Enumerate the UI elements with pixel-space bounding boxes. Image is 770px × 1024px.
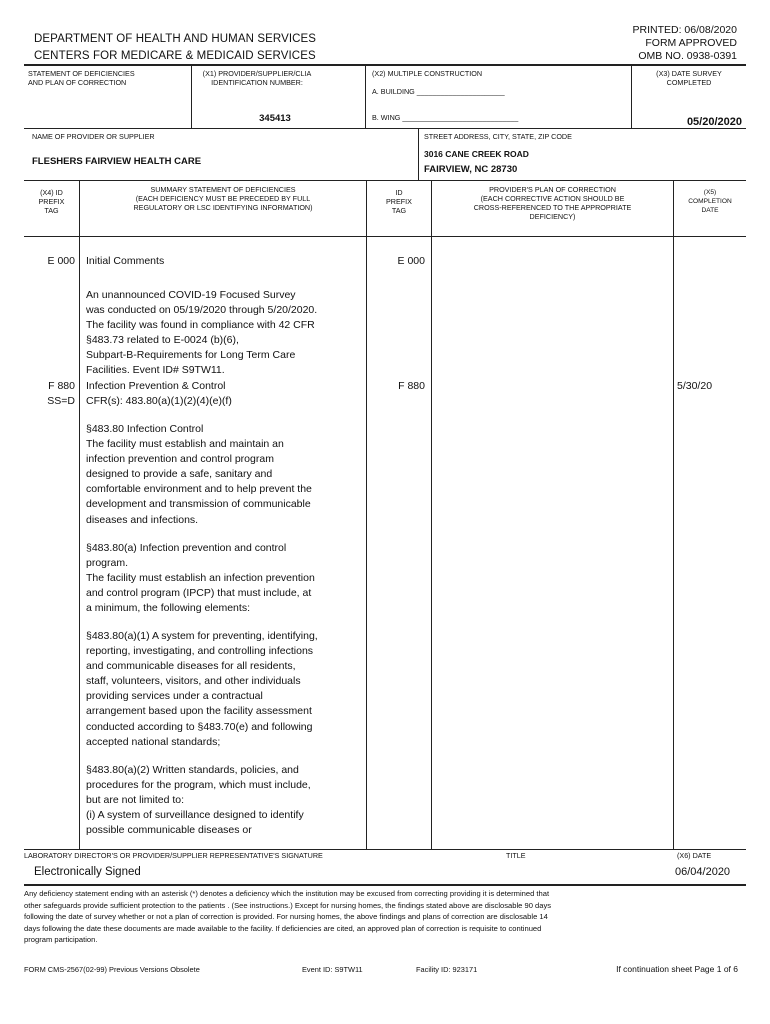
form-approved: FORM APPROVED	[645, 37, 737, 49]
row1-bottom	[24, 128, 746, 129]
colhead-bottom	[24, 236, 746, 237]
wing-line: B. WING _____________________________	[372, 113, 519, 122]
divider	[431, 180, 432, 849]
form-number: FORM CMS-2567(02-99) Previous Versions Obsolete	[24, 965, 200, 974]
paragraph-483-80: §483.80 Infection Control The facility must establish and maintain an infection prevention and control program designed to provide a safe, sanitary and comfortable environment and to help prevent the development and transmission of communicable diseases and infections.	[86, 423, 312, 526]
title-label: TITLE	[506, 851, 526, 860]
x3-value: 05/20/2020	[686, 116, 742, 128]
f880-tag: F 880	[48, 380, 75, 392]
date-label: (X6) DATE	[677, 851, 712, 860]
divider	[24, 884, 746, 886]
statement-label: STATEMENT OF DEFICIENCIES AND PLAN OF CORRECTION	[28, 69, 135, 87]
divider	[79, 180, 80, 849]
address-label: STREET ADDRESS, CITY, STATE, ZIP CODE	[424, 132, 572, 141]
disclaimer-text: Any deficiency statement ending with an asterisk (*) denotes a deficiency which the institution may be excused from correcting providing it is determined that other safeguards provide sufficient protection to the patients . (See instructions.) Except for nursing homes, the findings stated above are disclosable 90 days following the date of survey whether or not a plan of correction is provided. For nursing homes, the above findings and plans of correction are disclosable 14 days following the date these documents are made available to the facility. If deficiencies are cited, an approved plan of correction is requisite to continued program participation.	[24, 889, 552, 944]
page-indicator: If continuation sheet Page 1 of 6	[616, 964, 738, 974]
signature-value: Electronically Signed	[34, 866, 141, 878]
signature-label: LABORATORY DIRECTOR'S OR PROVIDER/SUPPLIER REPRESENTATIVE'S SIGNATURE	[24, 851, 323, 860]
e000-text: An unannounced COVID-19 Focused Survey was conducted on 05/19/2020 through 5/20/2020. The facility was found in compliance with 42 CFR §483.73 related to E-0024 (b)(6), Subpart-B-Requirements for Long Term Care Facilities. Event ID# S9TW11.	[86, 289, 318, 377]
building-line: A. BUILDING ______________________	[372, 87, 505, 96]
omb-number: OMB NO. 0938-0391	[638, 50, 737, 62]
divider	[418, 128, 419, 180]
top-border	[24, 64, 746, 66]
event-id: Event ID: S9TW11	[302, 965, 363, 974]
id-header: ID PREFIX TAG	[386, 188, 412, 215]
x4-header: (X4) ID PREFIX TAG	[38, 188, 65, 215]
f880-completion-date: 5/30/20	[677, 380, 713, 392]
paragraph-483-80a2: §483.80(a)(2) Written standards, policies, and procedures for the program, which must include, but are not limited to: (i) A system of surveillance designed to identify possible communicable diseases or	[86, 764, 311, 837]
divider	[365, 64, 366, 128]
x1-label: (X1) PROVIDER/SUPPLIER/CLIA IDENTIFICATION NUMBER:	[202, 69, 312, 87]
summary-header: SUMMARY STATEMENT OF DEFICIENCIES (EACH DEFICIENCY MUST BE PRECEDED BY FULL REGULATORY OR LSC IDENTIFYING INFORMATION)	[133, 185, 313, 212]
e000-title: Initial Comments	[86, 255, 165, 267]
f880-ss: SS=D	[47, 395, 75, 407]
row2-bottom	[24, 180, 746, 181]
divider	[24, 849, 746, 850]
printed-date: PRINTED: 06/08/2020	[632, 24, 737, 36]
signature-date: 06/04/2020	[675, 866, 731, 878]
x1-value: 345413	[259, 113, 291, 124]
provider-label: NAME OF PROVIDER OR SUPPLIER	[32, 132, 155, 141]
city-value: FAIRVIEW, NC 28730	[424, 164, 518, 175]
facility-id: Facility ID: 923171	[416, 965, 478, 974]
divider	[366, 180, 367, 849]
centers-title: CENTERS FOR MEDICARE & MEDICAID SERVICES	[34, 50, 316, 62]
e000-prefix: E 000	[397, 255, 425, 267]
street-value: 3016 CANE CREEK ROAD	[424, 149, 529, 159]
x2-label: (X2) MULTIPLE CONSTRUCTION	[372, 69, 483, 78]
paragraph-483-80a: §483.80(a) Infection prevention and control program. The facility must establish an infection prevention and control program (IPCP) that must include, at a minimum, the following elements:	[86, 542, 315, 615]
f880-title: Infection Prevention & Control CFR(s): 483.80(a)(1)(2)(4)(e)(f)	[86, 380, 232, 408]
x5-header: (X5) COMPLETION DATE	[688, 189, 732, 214]
x3-label: (X3) DATE SURVEY COMPLETED	[656, 69, 722, 87]
divider	[673, 180, 674, 849]
e000-tag: E 000	[47, 255, 75, 267]
plan-header: PROVIDER'S PLAN OF CORRECTION (EACH CORRECTIVE ACTION SHOULD BE CROSS-REFERENCED TO THE APPROPRIATE DEFICIENCY)	[473, 185, 632, 221]
f880-prefix: F 880	[398, 380, 425, 392]
paragraph-483-80a1: §483.80(a)(1) A system for preventing, identifying, reporting, investigating, and controlling infections and communicable diseases for all residents, staff, volunteers, visitors, and other individuals providing services under a contractual arrangement based upon the facility assessment conducted according to §483.70(e) and following accepted national standards;	[86, 630, 318, 748]
provider-value: FLESHERS FAIRVIEW HEALTH CARE	[32, 156, 202, 167]
department-title: DEPARTMENT OF HEALTH AND HUMAN SERVICES	[34, 33, 317, 45]
